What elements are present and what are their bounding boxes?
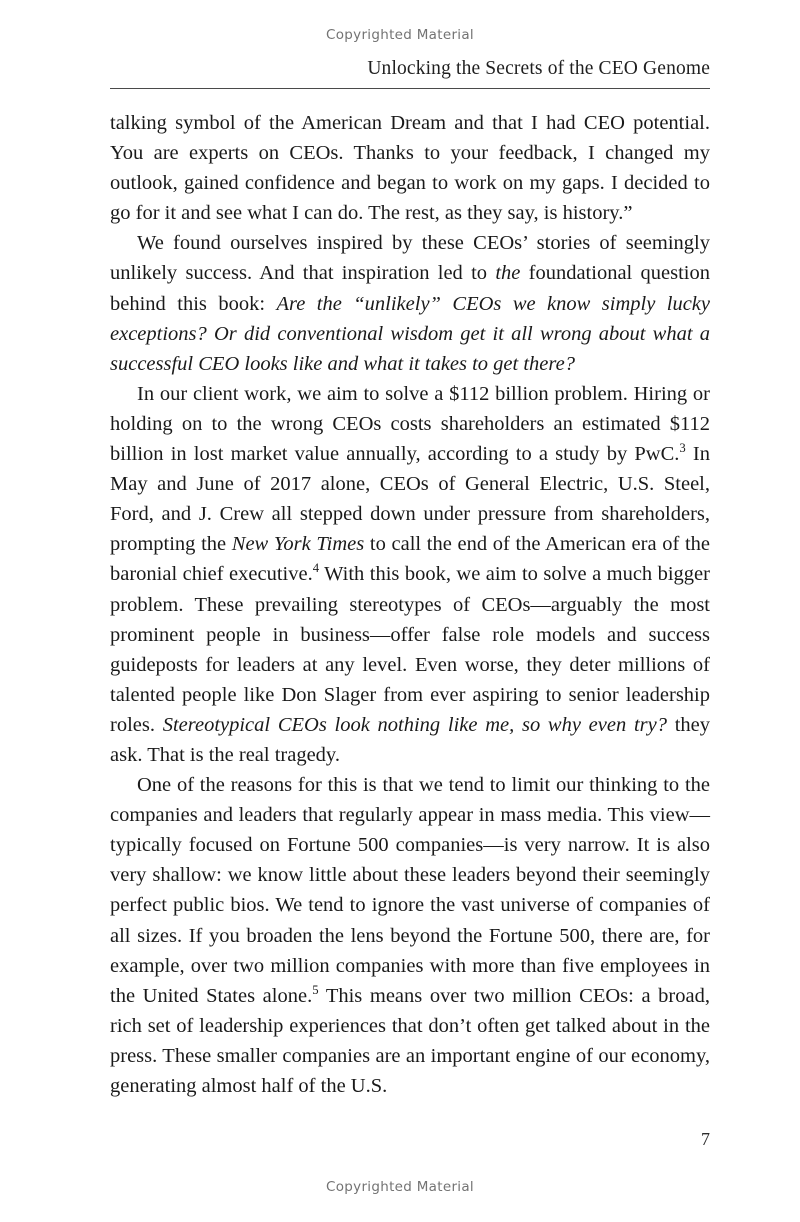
paragraph-p2-foundational-question: We found ourselves inspired by these CEOs’ stories of seemingly unlikely success. And that inspiration led to the foundational question behind this book: Are the “unlikely” CEOs we know simply lucky exceptions? Or did conventional wisdom get it all wrong about what a successful CEO looks like and what it takes to get there? [110, 232, 710, 375]
paragraph-p1-quote-conclusion: talking symbol of the American Dream and that I had CEO potential. You are experts on CEOs. Thanks to your feedback, I changed my outlook, gained confidence and began to work on my gaps. I decided to go for it and see what I can do. The rest, as they say, is history.” [110, 112, 710, 225]
copyright-watermark-bottom: Copyrighted Material [326, 1179, 474, 1195]
running-head-title: Unlocking the Secrets of the CEO Genome [367, 58, 710, 79]
paragraph-p4-limited-thinking: One of the reasons for this is that we tend to limit our thinking to the companies and leaders that regularly appear in mass media. This view—typically focused on Fortune 500 companies—is very narrow. It is also very shallow: we know little about these leaders beyond their seemingly perfect public bios. We tend to ignore the vast universe of companies of all sizes. If you broaden the lens beyond the Fortune 500, there are, for example, over two million companies with more than five employees in the United States alone.$^5$ This means over two million CEOs: a broad, rich set of leadership experiences that don’t often get talked about in the press. These smaller companies are an important engine of our economy, generating almost half of the U.S. [110, 774, 710, 1097]
header-rule [110, 88, 710, 89]
copyright-watermark-top: Copyrighted Material [326, 27, 474, 43]
body-text-block [110, 108, 710, 1101]
paragraph-p3-billion-dollar-problem: In our client work, we aim to solve a $112 billion problem. Hiring or holding on to the wrong CEOs costs shareholders an estimated $112 billion in lost market value annually, according to a study by PwC.$^3$ In May and June of 2017 alone, CEOs of General Electric, U.S. Steel, Ford, and J. Crew all stepped down under pressure from shareholders, prompting the New York Times to call the end of the American era of the baronial chief executive.$^4$ With this book, we aim to solve a much bigger problem. These prevailing stereotypes of CEOs—arguably the most prominent people in business—offer false role models and success guideposts for leaders at any level. Even worse, they deter millions of talented people like Don Slager from ever aspiring to senior leadership roles. Stereotypical CEOs look nothing like me, so why even try? they ask. That is the real tragedy. [110, 382, 710, 766]
page-number: 7 [701, 1129, 710, 1149]
